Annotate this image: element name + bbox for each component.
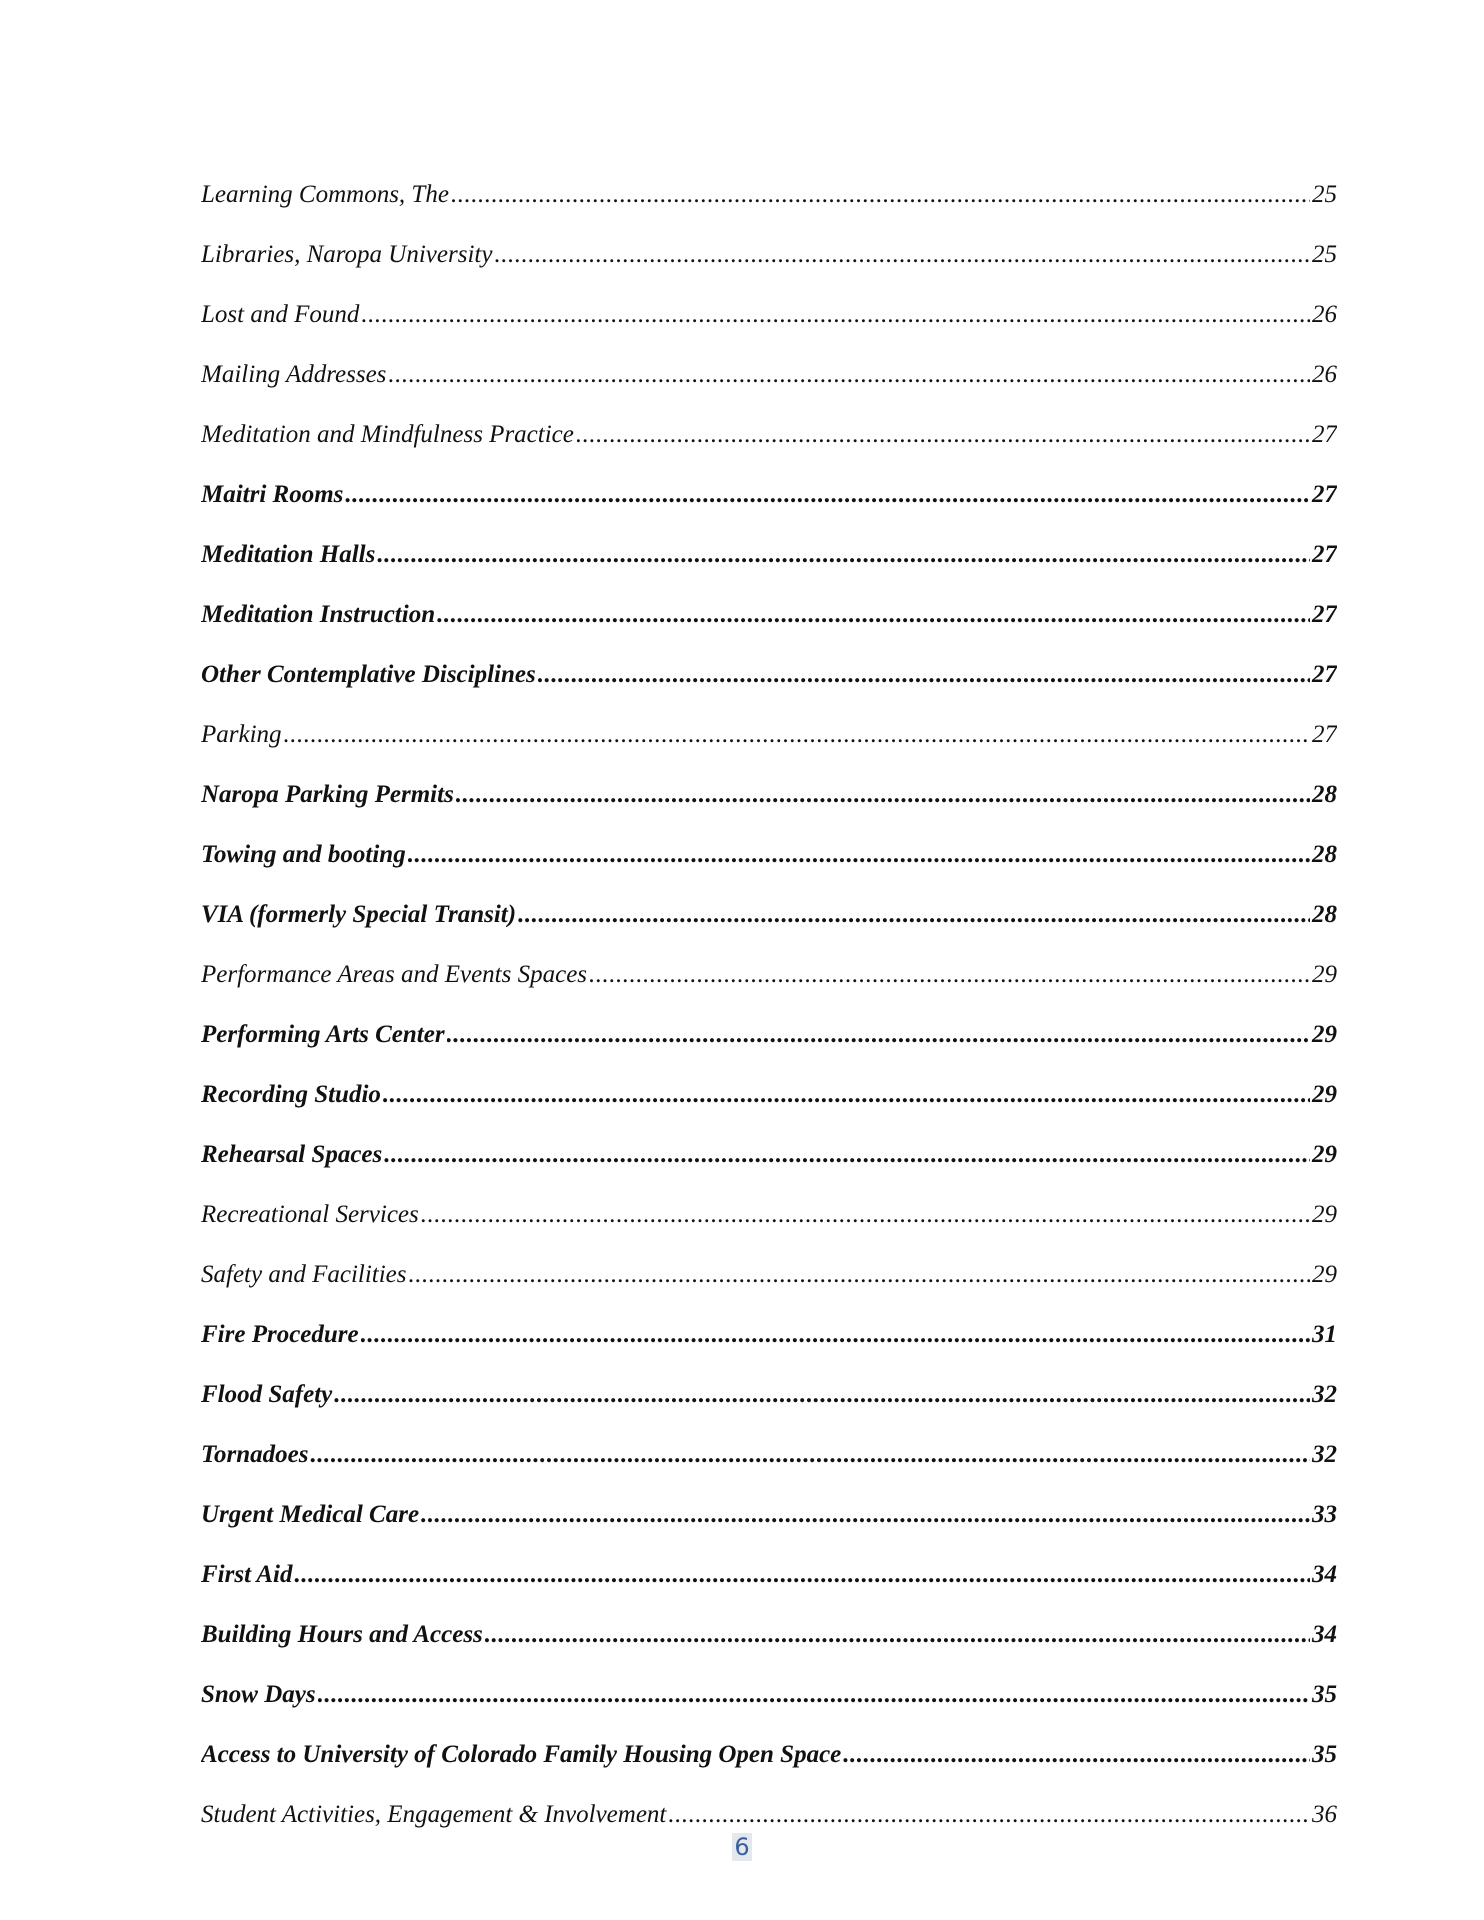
toc-entry-title[interactable]: Meditation Instruction bbox=[201, 601, 436, 628]
toc-entry-title[interactable]: Lost and Found bbox=[201, 301, 360, 328]
toc-dot-leader bbox=[361, 295, 1310, 335]
toc-entry-title[interactable]: Performance Areas and Events Spaces bbox=[201, 961, 588, 988]
toc-entry[interactable] bbox=[201, 955, 1337, 1015]
toc-dot-leader bbox=[843, 1735, 1310, 1775]
toc-entry[interactable] bbox=[201, 1315, 1337, 1375]
page-number-footer bbox=[0, 1833, 1484, 1861]
toc-entry-title[interactable]: Libraries, Naropa University bbox=[201, 241, 493, 268]
toc-dot-leader bbox=[334, 1375, 1310, 1415]
toc-entry-title[interactable]: Recreational Services bbox=[201, 1201, 419, 1228]
table-of-contents bbox=[201, 175, 1337, 1855]
toc-entry-title[interactable]: Learning Commons, The bbox=[201, 181, 449, 208]
toc-entry-page[interactable]: 27 bbox=[1312, 721, 1337, 748]
toc-entry[interactable] bbox=[201, 1255, 1337, 1315]
toc-entry[interactable] bbox=[201, 1135, 1337, 1195]
toc-entry-page[interactable]: 29 bbox=[1312, 1261, 1337, 1288]
toc-entry-page[interactable]: 27 bbox=[1312, 541, 1337, 568]
toc-dot-leader bbox=[518, 895, 1310, 935]
toc-entry[interactable] bbox=[201, 775, 1337, 835]
toc-entry-page[interactable]: 32 bbox=[1312, 1381, 1337, 1408]
toc-entry-page[interactable]: 29 bbox=[1312, 961, 1337, 988]
toc-entry-title[interactable]: Student Activities, Engagement & Involvement bbox=[201, 1801, 667, 1828]
toc-dot-leader bbox=[421, 1195, 1310, 1235]
toc-entry[interactable] bbox=[201, 715, 1337, 775]
toc-entry[interactable] bbox=[201, 1675, 1337, 1735]
toc-entry-title[interactable]: Tornadoes bbox=[201, 1441, 309, 1468]
toc-entry-page[interactable]: 29 bbox=[1312, 1141, 1337, 1168]
toc-entry[interactable] bbox=[201, 1015, 1337, 1075]
toc-entry-page[interactable]: 31 bbox=[1312, 1321, 1337, 1348]
toc-entry-title[interactable]: Urgent Medical Care bbox=[201, 1501, 420, 1528]
toc-entry-title[interactable]: Safety and Facilities bbox=[201, 1261, 407, 1288]
toc-entry-page[interactable]: 29 bbox=[1312, 1081, 1337, 1108]
page-number: 6 bbox=[734, 1833, 750, 1861]
toc-dot-leader bbox=[437, 595, 1310, 635]
toc-dot-leader bbox=[538, 655, 1310, 695]
toc-entry-page[interactable]: 34 bbox=[1312, 1561, 1337, 1588]
toc-entry[interactable] bbox=[201, 355, 1337, 415]
toc-entry-page[interactable]: 27 bbox=[1312, 421, 1337, 448]
toc-dot-leader bbox=[294, 1555, 1310, 1595]
toc-dot-leader bbox=[451, 175, 1310, 215]
toc-entry[interactable] bbox=[201, 235, 1337, 295]
toc-entry[interactable] bbox=[201, 1195, 1337, 1255]
toc-entry[interactable] bbox=[201, 1435, 1337, 1495]
toc-entry[interactable] bbox=[201, 1555, 1337, 1615]
toc-dot-leader bbox=[384, 1135, 1310, 1175]
toc-entry[interactable] bbox=[201, 415, 1337, 475]
toc-entry-page[interactable]: 28 bbox=[1312, 841, 1337, 868]
toc-entry-page[interactable]: 27 bbox=[1312, 661, 1337, 688]
toc-entry-title[interactable]: Maitri Rooms bbox=[201, 481, 344, 508]
toc-entry-page[interactable]: 27 bbox=[1312, 601, 1337, 628]
toc-entry-title[interactable]: Building Hours and Access bbox=[201, 1621, 483, 1648]
toc-entry[interactable] bbox=[201, 595, 1337, 655]
toc-dot-leader bbox=[668, 1795, 1310, 1835]
toc-entry-page[interactable]: 29 bbox=[1312, 1201, 1337, 1228]
toc-dot-leader bbox=[383, 1075, 1310, 1115]
toc-dot-leader bbox=[318, 1675, 1310, 1715]
toc-entry-title[interactable]: First Aid bbox=[201, 1561, 293, 1588]
toc-entry[interactable] bbox=[201, 1075, 1337, 1135]
toc-dot-leader bbox=[345, 475, 1310, 515]
toc-entry[interactable] bbox=[201, 655, 1337, 715]
toc-entry[interactable] bbox=[201, 1495, 1337, 1555]
toc-dot-leader bbox=[456, 775, 1310, 815]
toc-entry-title[interactable]: Rehearsal Spaces bbox=[201, 1141, 383, 1168]
toc-entry-title[interactable]: Flood Safety bbox=[201, 1381, 333, 1408]
toc-entry[interactable] bbox=[201, 835, 1337, 895]
toc-entry-page[interactable]: 26 bbox=[1312, 361, 1337, 388]
toc-entry-title[interactable]: Meditation and Mindfulness Practice bbox=[201, 421, 574, 448]
toc-entry[interactable] bbox=[201, 535, 1337, 595]
toc-dot-leader bbox=[361, 1315, 1310, 1355]
toc-entry-title[interactable]: Towing and booting bbox=[201, 841, 406, 868]
toc-entry-page[interactable]: 28 bbox=[1312, 901, 1337, 928]
toc-entry-title[interactable]: Performing Arts Center bbox=[201, 1021, 445, 1048]
toc-entry-title[interactable]: Naropa Parking Permits bbox=[201, 781, 454, 808]
toc-entry[interactable] bbox=[201, 1375, 1337, 1435]
toc-entry[interactable] bbox=[201, 475, 1337, 535]
toc-entry[interactable] bbox=[201, 175, 1337, 235]
toc-entry-page[interactable]: 25 bbox=[1312, 181, 1337, 208]
toc-entry-page[interactable]: 25 bbox=[1312, 241, 1337, 268]
toc-entry-title[interactable]: Mailing Addresses bbox=[201, 361, 387, 388]
toc-dot-leader bbox=[388, 355, 1310, 395]
toc-entry-title[interactable]: Parking bbox=[201, 721, 282, 748]
toc-entry-title[interactable]: Recording Studio bbox=[201, 1081, 381, 1108]
toc-entry-page[interactable]: 35 bbox=[1312, 1681, 1337, 1708]
toc-entry[interactable] bbox=[201, 295, 1337, 355]
toc-dot-leader bbox=[409, 1255, 1310, 1295]
toc-entry-title[interactable]: Other Contemplative Disciplines bbox=[201, 661, 536, 688]
toc-dot-leader bbox=[589, 955, 1310, 995]
toc-dot-leader bbox=[408, 835, 1310, 875]
toc-entry[interactable] bbox=[201, 1615, 1337, 1675]
toc-dot-leader bbox=[284, 715, 1310, 755]
toc-entry-page[interactable]: 26 bbox=[1312, 301, 1337, 328]
toc-entry-page[interactable]: 33 bbox=[1312, 1501, 1337, 1528]
toc-dot-leader bbox=[485, 1615, 1310, 1655]
toc-dot-leader bbox=[421, 1495, 1310, 1535]
toc-entry-page[interactable]: 36 bbox=[1312, 1801, 1337, 1828]
toc-dot-leader bbox=[377, 535, 1310, 575]
toc-entry-title[interactable]: Fire Procedure bbox=[201, 1321, 359, 1348]
toc-entry-page[interactable]: 27 bbox=[1312, 481, 1337, 508]
toc-entry-page[interactable]: 32 bbox=[1312, 1441, 1337, 1468]
toc-entry-title[interactable]: Snow Days bbox=[201, 1681, 316, 1708]
toc-entry-page[interactable]: 35 bbox=[1312, 1741, 1337, 1768]
toc-entry-page[interactable]: 34 bbox=[1312, 1621, 1337, 1648]
toc-dot-leader bbox=[494, 235, 1310, 275]
toc-dot-leader bbox=[310, 1435, 1310, 1475]
toc-entry-title[interactable]: Access to University of Colorado Family Housing Open Space bbox=[201, 1741, 842, 1768]
toc-dot-leader bbox=[447, 1015, 1310, 1055]
toc-entry[interactable] bbox=[201, 1735, 1337, 1795]
toc-entry-title[interactable]: Meditation Halls bbox=[201, 541, 376, 568]
toc-entry[interactable] bbox=[201, 895, 1337, 955]
toc-entry-page[interactable]: 29 bbox=[1312, 1021, 1337, 1048]
toc-dot-leader bbox=[576, 415, 1310, 455]
toc-entry-title[interactable]: VIA (formerly Special Transit) bbox=[201, 901, 517, 928]
toc-entry-page[interactable]: 28 bbox=[1312, 781, 1337, 808]
